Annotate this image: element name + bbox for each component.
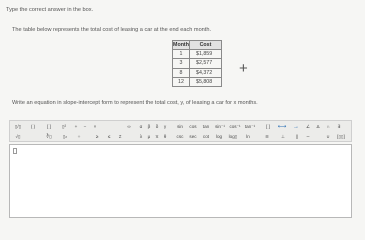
header-cost: Cost	[190, 41, 222, 50]
month-cell: 8	[173, 68, 190, 77]
matrix-button[interactable]: [▯▯]	[337, 133, 345, 139]
table-row	[173, 50, 222, 59]
minus-button[interactable]: −	[83, 124, 87, 129]
arccos-button[interactable]: cos⁻¹	[229, 123, 241, 129]
triangle-button[interactable]: Δ	[316, 124, 320, 129]
theta-button[interactable]: θ	[163, 134, 167, 139]
cost-cell: $2,577	[190, 59, 222, 68]
parentheses-button[interactable]: ( )	[30, 124, 36, 129]
exists-button[interactable]: ∃	[337, 123, 341, 129]
tan-button[interactable]: tan	[202, 124, 210, 129]
beta-button[interactable]: β	[147, 124, 151, 129]
line-icon[interactable]: ⟷	[277, 124, 287, 130]
log-base-button[interactable]: log▯	[228, 133, 238, 139]
cost-table	[172, 40, 222, 87]
exponent-button[interactable]: ▯²	[61, 123, 67, 129]
arctan-button[interactable]: tan⁻¹	[244, 123, 256, 129]
input-caret	[13, 148, 17, 154]
month-cell: 1	[173, 50, 190, 59]
perpendicular-button[interactable]: ⊥	[280, 133, 285, 139]
alpha-button[interactable]: α	[139, 124, 143, 129]
greater-equal-button[interactable]: ≥	[95, 134, 99, 139]
not-equal-button[interactable]: ≠	[118, 134, 122, 139]
answer-input[interactable]	[9, 144, 352, 218]
similar-button[interactable]: ∼	[306, 133, 310, 139]
delta-button[interactable]: δ	[155, 124, 159, 129]
plus-icon: +	[239, 60, 248, 77]
congruent-button[interactable]: ≅	[265, 133, 269, 139]
cot-button[interactable]: cot	[202, 134, 210, 139]
cost-cell: $5,808	[190, 77, 222, 86]
cube-root-button[interactable]: ∛▯	[46, 133, 52, 139]
cos-button[interactable]: cos	[189, 124, 197, 129]
math-palette	[9, 120, 352, 142]
arcsin-button[interactable]: sin⁻¹	[215, 123, 225, 129]
ln-button[interactable]: ln	[246, 134, 250, 139]
table-row	[173, 77, 222, 86]
sec-button[interactable]: sec	[189, 134, 197, 139]
ray-icon[interactable]: →	[293, 123, 299, 130]
pi-button[interactable]: π	[155, 134, 159, 139]
segment-button[interactable]: [ ]	[266, 124, 270, 129]
times-button[interactable]: ×	[93, 124, 97, 129]
union-button[interactable]: ∪	[326, 133, 330, 139]
brackets-button[interactable]: [ ]	[47, 124, 51, 129]
intro-text: The table below represents the total cost of leasing a car at the end each month.	[12, 27, 212, 33]
plus-button[interactable]: +	[74, 124, 78, 129]
cost-cell: $1,859	[190, 50, 222, 59]
sin-button[interactable]: sin	[177, 124, 183, 129]
less-equal-button[interactable]: ≤	[107, 134, 111, 139]
divide-button[interactable]: ÷	[77, 134, 81, 139]
lambda-button[interactable]: λ	[139, 134, 143, 139]
intersection-button[interactable]: ∩	[326, 124, 330, 129]
header-month: Month	[173, 42, 189, 49]
table-row	[173, 59, 222, 68]
gamma-button[interactable]: γ	[163, 124, 167, 129]
question-text: Write an equation in slope-intercept form to represent the total cost, y, of leasing a car for x months.	[12, 100, 258, 106]
month-cell: 12	[173, 77, 190, 86]
mu-button[interactable]: μ	[147, 134, 151, 139]
square-root-button[interactable]: √▯	[15, 133, 21, 139]
instruction-text: Type the correct answer in the box.	[6, 7, 94, 13]
csc-button[interactable]: csc	[176, 134, 184, 139]
infinity-button[interactable]: ∞	[127, 124, 131, 129]
subscript-button[interactable]: ▯ₙ	[62, 133, 68, 139]
parallel-button[interactable]: ∥	[295, 133, 299, 139]
log-button[interactable]: log	[215, 134, 223, 139]
cost-cell: $4,372	[190, 68, 222, 77]
fraction-button[interactable]: ▯/▯	[14, 123, 22, 129]
table-row	[173, 68, 222, 77]
angle-button[interactable]: ∠	[305, 123, 311, 129]
month-cell: 3	[173, 59, 190, 68]
